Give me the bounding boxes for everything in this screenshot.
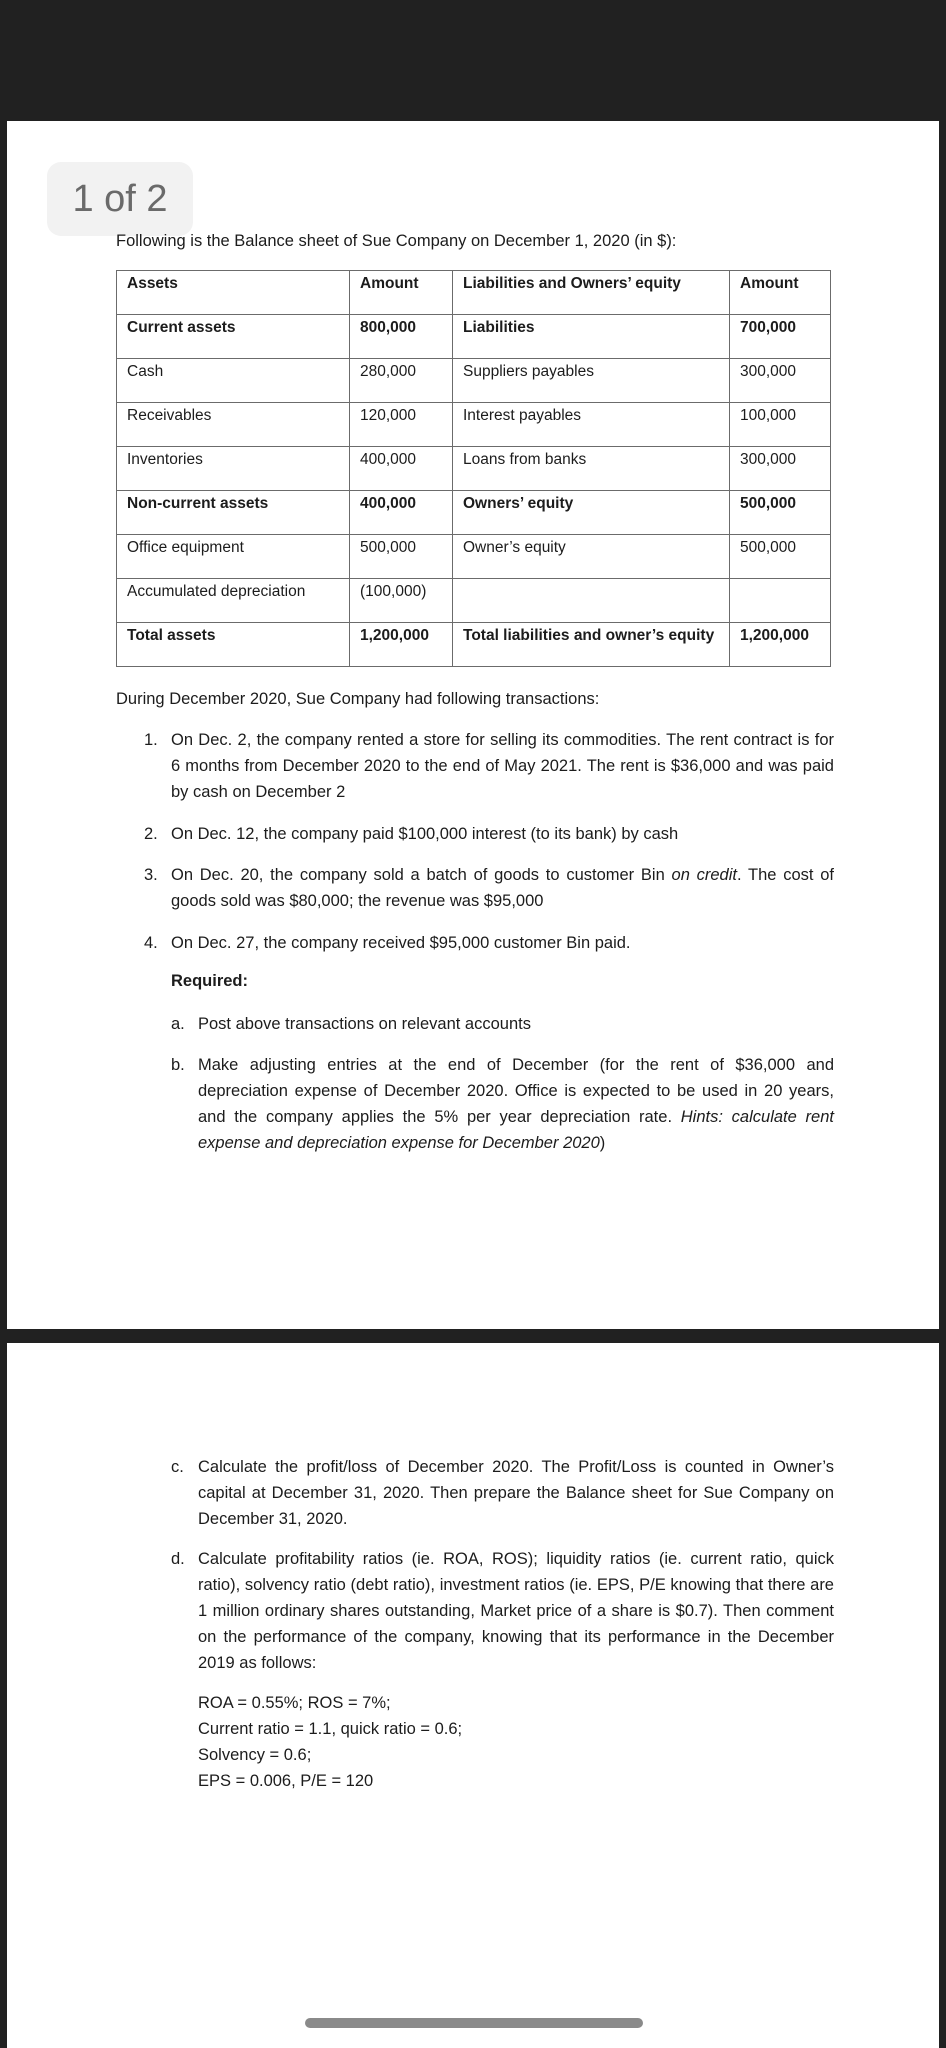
table-total-row: [117, 623, 831, 667]
transaction-text: [171, 862, 834, 914]
requirement-letter: a.: [171, 1015, 185, 1033]
transaction-text: On Dec. 27, the company received $95,000 customer Bin paid.: [171, 934, 631, 952]
transaction-item: [144, 862, 834, 914]
document-page-2: [7, 1343, 939, 2048]
balance-sheet-intro: Following is the Balance sheet of Sue Company on December 1, 2020 (in $):: [116, 232, 677, 250]
requirement-item: [171, 1546, 834, 1676]
requirement-text: Post above transactions on relevant accounts: [198, 1015, 531, 1033]
transaction-text: On Dec. 2, the company rented a store for selling its commodities. The rent contract is for 6 months from December 2020 to the end of May 2021. The rent is $36,000 and was paid by cash on December 2: [171, 731, 834, 801]
table-cell: Total assets: [117, 623, 350, 667]
table-cell: Inventories: [117, 447, 350, 491]
table-cell: Owners’ equity: [453, 491, 730, 535]
table-cell: 120,000: [350, 403, 453, 447]
table-cell: 500,000: [730, 491, 831, 535]
table-cell: Liabilities: [453, 315, 730, 359]
table-cell: (100,000): [350, 579, 453, 623]
requirement-text: [198, 1052, 834, 1156]
table-cell: Suppliers payables: [453, 359, 730, 403]
transaction-text-part: . The cost of goods sold was $80,000; the revenue was $95,000: [171, 866, 834, 910]
requirement-text: Calculate profitability ratios (ie. ROA, ROS); liquidity ratios (ie. current ratio, quick ratio), solvency ratio (debt ratio), investment ratios (ie. EPS, P/E knowing that there are 1 million ordinary shares outstanding, Market price of a share is $0.7). Then comment on the performance of the company, knowing that its performance in the December 2019 as follows:: [198, 1550, 834, 1672]
table-cell: [453, 579, 730, 623]
home-indicator-bar[interactable]: [305, 2018, 643, 2028]
requirement-text: Calculate the profit/loss of December 2020. The Profit/Loss is counted in Owner’s capital at December 31, 2020. Then prepare the Balance sheet for Sue Company on December 31, 2020.: [198, 1458, 834, 1528]
table-cell: 400,000: [350, 491, 453, 535]
table-cell: 280,000: [350, 359, 453, 403]
table-row: [117, 447, 831, 491]
table-cell: Receivables: [117, 403, 350, 447]
table-row: [117, 579, 831, 623]
prior-ratio-line: Current ratio = 1.1, quick ratio = 0.6;: [198, 1720, 463, 1738]
table-cell: 1,200,000: [730, 623, 831, 667]
table-cell: Total liabilities and owner’s equity: [453, 623, 730, 667]
transaction-number: 4.: [144, 934, 158, 952]
requirement-item: [171, 1052, 834, 1156]
table-row: [117, 315, 831, 359]
table-cell: 300,000: [730, 359, 831, 403]
requirement-text-part: ): [599, 1134, 606, 1152]
requirement-hint: Hints: calculate rent expense and depreciation expense for December 2020: [198, 1108, 834, 1152]
header-cell: Amount: [730, 271, 831, 315]
table-cell: 100,000: [730, 403, 831, 447]
table-row: [117, 535, 831, 579]
requirement-letter: b.: [171, 1056, 185, 1074]
transaction-item: [144, 821, 834, 847]
transaction-item: [144, 930, 834, 956]
transaction-number: 2.: [144, 825, 158, 843]
requirement-item: [171, 1454, 834, 1532]
table-cell: 400,000: [350, 447, 453, 491]
table-cell: Cash: [117, 359, 350, 403]
prior-ratio-line: Solvency = 0.6;: [198, 1746, 312, 1764]
table-cell: 300,000: [730, 447, 831, 491]
header-cell: Amount: [350, 271, 453, 315]
requirement-letter: d.: [171, 1550, 185, 1568]
table-cell: [730, 579, 831, 623]
table-cell: Office equipment: [117, 535, 350, 579]
table-cell: Current assets: [117, 315, 350, 359]
prior-ratio-line: EPS = 0.006, P/E = 120: [198, 1772, 374, 1790]
table-cell: Owner’s equity: [453, 535, 730, 579]
table-row: [117, 403, 831, 447]
table-cell: Non-current assets: [117, 491, 350, 535]
table-cell: Accumulated depreciation: [117, 579, 350, 623]
transactions-intro: During December 2020, Sue Company had following transactions:: [116, 690, 600, 708]
table-cell: 500,000: [350, 535, 453, 579]
required-heading: Required:: [171, 972, 249, 990]
transaction-text-emphasis: on credit: [671, 866, 737, 884]
header-cell: Liabilities and Owners’ equity: [453, 271, 730, 315]
table-cell: 500,000: [730, 535, 831, 579]
table-cell: 800,000: [350, 315, 453, 359]
balance-sheet-table: [116, 270, 831, 667]
requirement-letter: c.: [171, 1458, 184, 1476]
table-cell: Loans from banks: [453, 447, 730, 491]
page-counter-badge: 1 of 2: [47, 162, 193, 236]
header-cell: Assets: [117, 271, 350, 315]
transaction-text-part: On Dec. 20, the company sold a batch of goods to customer Bin: [171, 866, 672, 884]
requirement-text-part: Make adjusting entries at the end of December (for the rent of $36,000 and depreciation expense of December 2020. Office is expected to be used in 20 years, and the company applies the 5% per year depreciation rate.: [198, 1056, 834, 1126]
table-row: [117, 491, 831, 535]
prior-ratio-line: ROA = 0.55%; ROS = 7%;: [198, 1694, 391, 1712]
table-header-row: [117, 271, 831, 315]
requirement-item: [171, 1011, 834, 1037]
table-row: [117, 359, 831, 403]
transaction-text: On Dec. 12, the company paid $100,000 interest (to its bank) by cash: [171, 825, 679, 843]
transaction-number: 3.: [144, 866, 158, 884]
transaction-number: 1.: [144, 731, 158, 749]
table-cell: Interest payables: [453, 403, 730, 447]
transaction-item: [144, 727, 834, 805]
table-cell: 700,000: [730, 315, 831, 359]
table-cell: 1,200,000: [350, 623, 453, 667]
